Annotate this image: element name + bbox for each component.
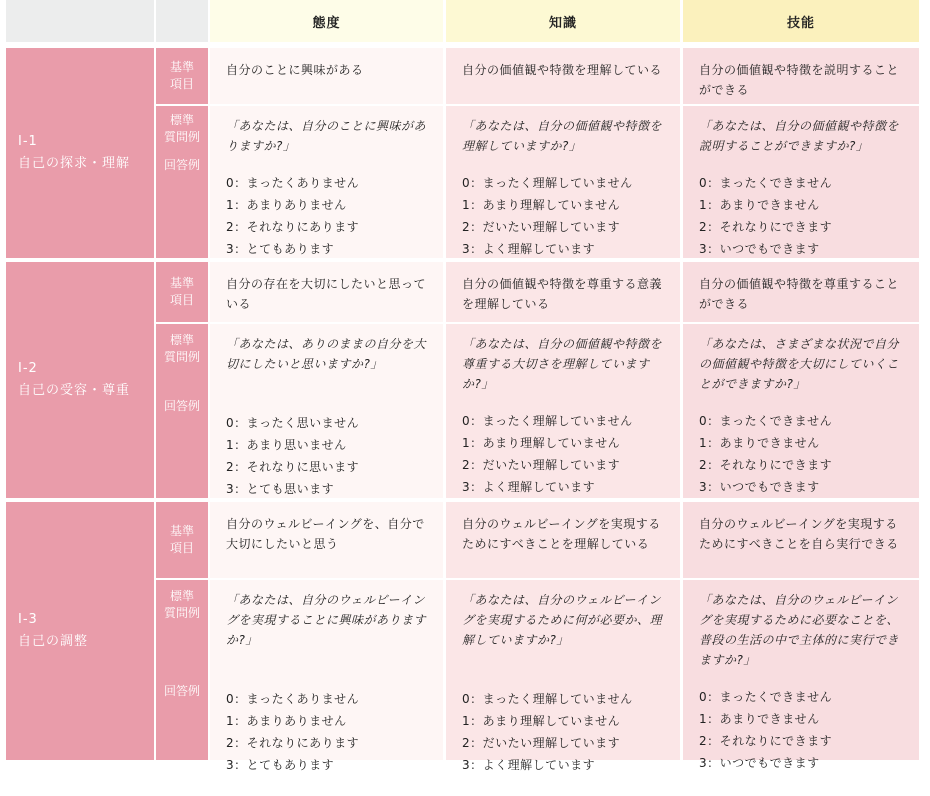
- answer-3: 3：とても思います: [226, 482, 335, 496]
- question-text: 「あなたは、自分の価値観や特徴を理解していますか?」: [462, 119, 663, 153]
- qa-attitude: [210, 106, 443, 258]
- question-answer-label: [156, 106, 208, 258]
- question-text: 「あなたは、自分のウェルビーイングを実現するために必要なことを、普段の生活の中で主体的に実行できますか?」: [699, 593, 900, 667]
- answer-0: 0：まったくありません: [226, 692, 360, 706]
- question-label-line1: 標準: [169, 589, 194, 603]
- answer-label: 回答例: [163, 158, 200, 172]
- answer-1: 1：あまりできません: [699, 198, 820, 212]
- answer-0: 0：まったくできません: [699, 690, 833, 704]
- criteria-attitude: 自分のことに興味がある: [210, 48, 443, 104]
- header-skill: 技能: [683, 0, 919, 42]
- question-text: 「あなたは、自分のことに興味がありますか?」: [226, 119, 427, 153]
- answer-2: 2：だいたい理解しています: [462, 736, 621, 750]
- question-label-line1: 標準: [169, 113, 194, 127]
- category-code: Ⅰ-1: [18, 134, 38, 149]
- criteria-skill: 自分の価値観や特徴を説明することができる: [683, 48, 919, 104]
- category-title: 自己の探求・理解: [18, 156, 131, 171]
- answer-2: 2：だいたい理解しています: [462, 220, 621, 234]
- answer-0: 0：まったく思いません: [226, 416, 360, 430]
- category-code: Ⅰ-2: [18, 361, 38, 376]
- criteria-knowledge: 自分の価値観や特徴を理解している: [446, 48, 680, 104]
- question-label-line2: 質問例: [163, 350, 200, 364]
- header-knowledge: 知識: [446, 0, 680, 42]
- criteria-skill: 自分の価値観や特徴を尊重することができる: [683, 262, 919, 322]
- category-i-1: [6, 48, 154, 258]
- question-text: 「あなたは、自分のウェルビーイングを実現するために何が必要か、理解していますか?」: [462, 593, 663, 647]
- answer-label: 回答例: [163, 684, 200, 698]
- answer-1: 1：あまりできません: [699, 712, 820, 726]
- criteria-label-line1: 基準: [169, 60, 194, 74]
- answer-2: 2：それなりにあります: [226, 220, 360, 234]
- answer-0: 0：まったく理解していません: [462, 176, 633, 190]
- answer-1: 1：あまり理解していません: [462, 198, 621, 212]
- answer-label: 回答例: [163, 399, 200, 413]
- answer-0: 0：まったく理解していません: [462, 692, 633, 706]
- category-title: 自己の調整: [18, 634, 89, 649]
- answer-1: 1：あまりありません: [226, 198, 347, 212]
- answer-3: 3：とてもあります: [226, 242, 335, 256]
- qa-knowledge: [446, 106, 680, 258]
- criteria-label: [156, 502, 208, 578]
- criteria-knowledge: 自分のウェルビーイングを実現するためにすべきことを理解している: [446, 502, 680, 578]
- criteria-attitude: 自分のウェルビーイングを、自分で大切にしたいと思う: [210, 502, 443, 578]
- criteria-skill: 自分のウェルビーイングを実現するためにすべきことを自ら実行できる: [683, 502, 919, 578]
- answer-2: 2：それなりにできます: [699, 458, 833, 472]
- answer-3: 3：よく理解しています: [462, 242, 596, 256]
- answer-1: 1：あまりありません: [226, 714, 347, 728]
- answer-3: 3：いつでもできます: [699, 480, 820, 494]
- answer-2: 2：それなりに思います: [226, 460, 360, 474]
- answer-2: 2：それなりにあります: [226, 736, 360, 750]
- answer-3: 3：よく理解しています: [462, 480, 596, 494]
- question-text: 「あなたは、自分の価値観や特徴を説明することができますか?」: [699, 119, 900, 153]
- question-answer-label: [156, 580, 208, 760]
- question-text: 「あなたは、自分のウェルビーイングを実現することに興味がありますか?」: [226, 593, 427, 647]
- header-corner-cell: [6, 0, 154, 42]
- category-title: 自己の受容・尊重: [18, 383, 131, 398]
- question-label-line2: 質問例: [163, 606, 200, 620]
- category-i-3: [6, 502, 154, 760]
- criteria-attitude: 自分の存在を大切にしたいと思っている: [210, 262, 443, 322]
- qa-skill: [683, 106, 919, 258]
- qa-knowledge: [446, 324, 680, 498]
- qa-attitude: [210, 580, 443, 772]
- answer-3: 3：いつでもできます: [699, 242, 820, 256]
- category-i-2: [6, 262, 154, 498]
- answer-1: 1：あまりできません: [699, 436, 820, 450]
- answer-0: 0：まったくありません: [226, 176, 360, 190]
- answer-1: 1：あまり理解していません: [462, 714, 621, 728]
- criteria-knowledge: 自分の価値観や特徴を尊重する意義を理解している: [446, 262, 680, 322]
- answer-0: 0：まったくできません: [699, 414, 833, 428]
- criteria-label: [156, 48, 208, 104]
- answer-3: 3：とてもあります: [226, 758, 335, 772]
- header-attitude: 態度: [210, 0, 443, 42]
- question-label-line2: 質問例: [163, 130, 200, 144]
- answer-2: 2：それなりにできます: [699, 220, 833, 234]
- category-code: Ⅰ-3: [18, 612, 38, 627]
- qa-skill: [683, 324, 919, 498]
- question-label-line1: 標準: [169, 333, 194, 347]
- qa-skill: [683, 580, 919, 770]
- answer-2: 2：だいたい理解しています: [462, 458, 621, 472]
- header-label-cell: [156, 0, 208, 42]
- qa-knowledge: [446, 580, 680, 772]
- answer-3: 3：よく理解しています: [462, 758, 596, 772]
- question-answer-label: [156, 324, 208, 498]
- criteria-label-line2: 項目: [169, 541, 194, 555]
- criteria-label-line2: 項目: [169, 293, 194, 307]
- criteria-label-line2: 項目: [169, 77, 194, 91]
- answer-2: 2：それなりにできます: [699, 734, 833, 748]
- criteria-label-line1: 基準: [169, 276, 194, 290]
- answer-1: 1：あまり理解していません: [462, 436, 621, 450]
- criteria-label: [156, 262, 208, 322]
- criteria-label-line1: 基準: [169, 524, 194, 538]
- question-text: 「あなたは、さまざまな状況で自分の価値観や特徴を大切にしていくことができますか?」: [699, 337, 900, 391]
- answer-0: 0：まったくできません: [699, 176, 833, 190]
- answer-1: 1：あまり思いません: [226, 438, 347, 452]
- qa-attitude: [210, 324, 443, 498]
- answer-3: 3：いつでもできます: [699, 756, 820, 770]
- question-text: 「あなたは、ありのままの自分を大切にしたいと思いますか?」: [226, 337, 427, 371]
- answer-0: 0：まったく理解していません: [462, 414, 633, 428]
- question-text: 「あなたは、自分の価値観や特徴を尊重する大切さを理解していますか?」: [462, 337, 663, 391]
